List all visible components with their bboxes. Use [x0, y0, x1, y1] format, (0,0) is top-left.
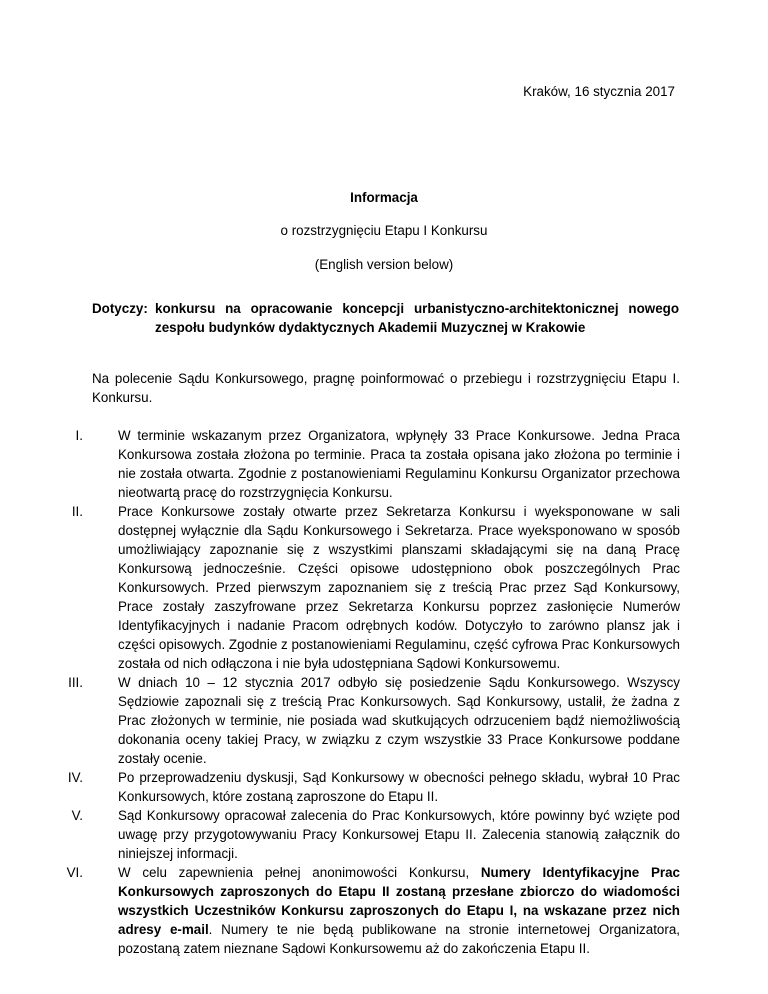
list-item-numeral: III. [68, 675, 83, 690]
list-item-text [118, 863, 680, 958]
list-item-numeral: I. [75, 428, 83, 443]
document-subtitle: o rozstrzygnięciu Etapu I Konkursu [280, 223, 488, 238]
document-title: Informacja [350, 190, 418, 205]
list-item-text: W terminie wskazanym przez Organizatora, wpłynęły 33 Prace Konkursowe. Jedna Praca Konkursowa została złożona po terminie. Praca ta została opisana jako złożona po terminie i nie została otwarta. Zgodnie z postanowieniami Regulaminu Konkursu Organizator przechowa nieotwartą pracę do rozstrzygnięcia Konkursu. [118, 428, 680, 500]
intro-paragraph: Na polecenie Sądu Konkursowego, pragnę poinformować o przebiegu i rozstrzygnięciu Etapu I. Konkursu. [92, 371, 680, 405]
list-item [0, 673, 768, 768]
subject-label: Dotyczy: [92, 301, 148, 316]
numbered-list [0, 426, 768, 958]
subject-text: konkursu na opracowanie koncepcji urbanistyczno-architektonicznej nowego zespołu budynków dydaktycznych Akademii Muzycznej w Krakowie [155, 301, 679, 335]
list-item-numeral: VI. [66, 865, 83, 880]
list-item [0, 502, 768, 673]
list-item-text-part: . Numery te nie będą publikowane na stronie internetowej Organizatora, pozostaną zatem nieznane Sądowi Konkursowemu aż do zakończenia Etapu II. [118, 922, 680, 956]
list-item-numeral: II. [71, 504, 83, 519]
list-item-text-part: W celu zapewnienia pełnej anonimowości Konkursu, [118, 865, 481, 880]
list-item-text: Po przeprowadzeniu dyskusji, Sąd Konkursowy w obecności pełnego składu, wybrał 10 Prac Konkursowych, które zostaną zaproszone do Etapu II. [118, 770, 680, 804]
list-item [0, 806, 768, 863]
list-item-text: Prace Konkursowe zostały otwarte przez Sekretarza Konkursu i wyeksponowane w sali dostępnej wyłącznie dla Sądu Konkursowego i Sekretarza. Prace wyeksponowano w sposób umożliwiający zapoznanie się z wszystkimi planszami składającymi się na daną Pracę Konkursową jednocześnie. Części opisowe udostępniono obok poszczególnych Prac Konkursowych. Przed pierwszym zapoznaniem się z treścią Prac przez Sąd Konkursowy, Prace zostały zaszyfrowane przez Sekretarza Konkursu poprzez zasłonięcie Numerów Identyfikacyjnych i nadanie Pracom odrębnych kodów. Dotyczyło to zarówno plansz jak i części opisowych. Zgodnie z postanowieniami Regulaminu, część cyfrowa Prac Konkursowych została od nich odłączona i nie była udostępniana Sądowi Konkursowemu. [118, 504, 680, 671]
list-item [0, 768, 768, 806]
english-version-note: (English version below) [314, 257, 454, 272]
list-item-numeral: IV. [67, 770, 83, 785]
list-item-text-bold: Numery Identyfikacyjne Prac Konkursowych zaproszonych do Etapu II zostaną przesłane zbiorczo do wiadomości wszystkich Uczestników Konkursu zaproszonych do Etapu I, na wskazane przez nich adresy e-mail [118, 865, 680, 937]
date-line: Kraków, 16 stycznia 2017 [523, 84, 675, 99]
list-item-text: Sąd Konkursowy opracował zalecenia do Prac Konkursowych, które powinny być wzięte pod uwagę przy przygotowywaniu Pracy Konkursowej Etapu II. Zalecenia stanowią załącznik do niniejszej informacji. [118, 808, 680, 861]
list-item [0, 426, 768, 502]
list-item-numeral: V. [71, 808, 83, 823]
list-item [0, 863, 768, 958]
list-item-text: W dniach 10 – 12 stycznia 2017 odbyło się posiedzenie Sądu Konkursowego. Wszyscy Sędziowie zapoznali się z treścią Prac Konkursowych. Sąd Konkursowy, ustalił, że żadna z Prac złożonych w terminie, nie posiada wad skutkujących odrzuceniem bądź niemożliwością dokonania oceny takiej Pracy, w związku z czym wszystkie 33 Prace Konkursowe poddane zostały ocenie. [118, 675, 680, 766]
